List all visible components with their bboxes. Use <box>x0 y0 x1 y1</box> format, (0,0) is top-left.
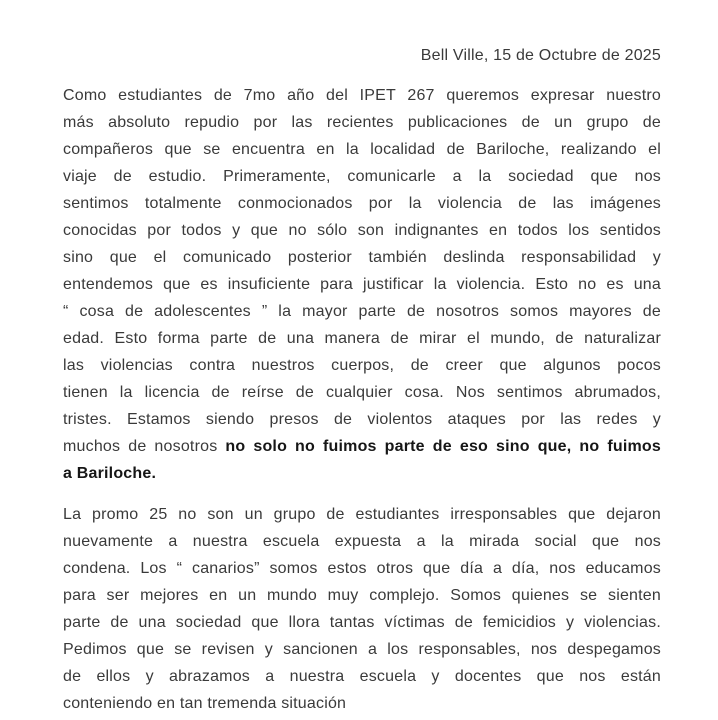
text-segment: tienen la licencia de reírse de cualquier cosa. Nos sentimos abrumados, <box>63 384 661 401</box>
text-line <box>63 244 661 271</box>
text-segment: Como estudiantes de 7mo año del IPET 267 queremos expresar nuestro <box>63 87 661 104</box>
text-line <box>63 501 661 528</box>
text-segment: viaje de estudio. Primeramente, comunicarle a la sociedad que nos <box>63 168 661 185</box>
text-segment: entendemos que es insuficiente para justificar la violencia. Esto no es una <box>63 276 661 293</box>
text-line <box>63 190 661 217</box>
text-line <box>63 433 661 460</box>
text-line <box>63 460 661 487</box>
text-segment: muchos de nosotros <box>63 438 226 455</box>
text-line <box>63 663 661 690</box>
text-line <box>63 379 661 406</box>
text-segment: sino que el comunicado posterior también deslinda responsabilidad y <box>63 249 661 266</box>
text-line <box>63 406 661 433</box>
text-line <box>63 217 661 244</box>
text-line <box>63 109 661 136</box>
bold-text-segment: no solo no fuimos parte de eso sino que, no fuimos <box>225 438 661 455</box>
text-segment: condena. Los “ canarios” somos estos otros que día a día, nos educamos <box>63 560 661 577</box>
text-line <box>63 609 661 636</box>
text-line <box>63 352 661 379</box>
text-line <box>63 636 661 663</box>
text-segment: “ cosa de adolescentes ” la mayor parte de nosotros somos mayores de <box>63 303 661 320</box>
text-line <box>63 298 661 325</box>
text-segment: Pedimos que se revisen y sancionen a los responsables, nos despegamos <box>63 641 661 658</box>
text-line <box>63 82 661 109</box>
text-segment: conocidas por todos y que no sólo son indignantes en todos los sentidos <box>63 222 661 239</box>
text-segment: La promo 25 no son un grupo de estudiantes irresponsables que dejaron <box>63 506 661 523</box>
date-line: Bell Ville, 15 de Octubre de 2025 <box>420 47 661 64</box>
text-line <box>63 136 661 163</box>
text-segment: para ser mejores en un mundo muy complejo. Somos quienes se sienten <box>63 587 661 604</box>
text-segment: nuevamente a nuestra escuela expuesta a la mirada social que nos <box>63 533 661 550</box>
text-segment: parte de una sociedad que llora tantas víctimas de femicidios y violencias. <box>63 614 661 631</box>
text-line <box>63 555 661 582</box>
text-segment: edad. Esto forma parte de una manera de mirar el mundo, de naturalizar <box>63 330 661 347</box>
text-segment: sentimos totalmente conmocionados por la violencia de las imágenes <box>63 195 661 212</box>
letter-body <box>63 82 661 717</box>
text-line <box>63 163 661 190</box>
text-line <box>63 528 661 555</box>
text-line <box>63 271 661 298</box>
text-segment: conteniendo en tan tremenda situación <box>63 695 347 712</box>
text-line <box>63 325 661 352</box>
paragraph <box>63 82 661 487</box>
text-line <box>63 582 661 609</box>
text-segment: compañeros que se encuentra en la localidad de Bariloche, realizando el <box>63 141 661 158</box>
text-segment: más absoluto repudio por las recientes publicaciones de un grupo de <box>63 114 661 131</box>
text-segment: las violencias contra nuestros cuerpos, de creer que algunos pocos <box>63 357 661 374</box>
bold-text-segment: a Bariloche. <box>63 465 157 482</box>
text-segment: tristes. Estamos siendo presos de violentos ataques por las redes y <box>63 411 661 428</box>
paragraph <box>63 501 661 717</box>
text-segment: de ellos y abrazamos a nuestra escuela y docentes que nos están <box>63 668 661 685</box>
text-line <box>63 690 661 717</box>
